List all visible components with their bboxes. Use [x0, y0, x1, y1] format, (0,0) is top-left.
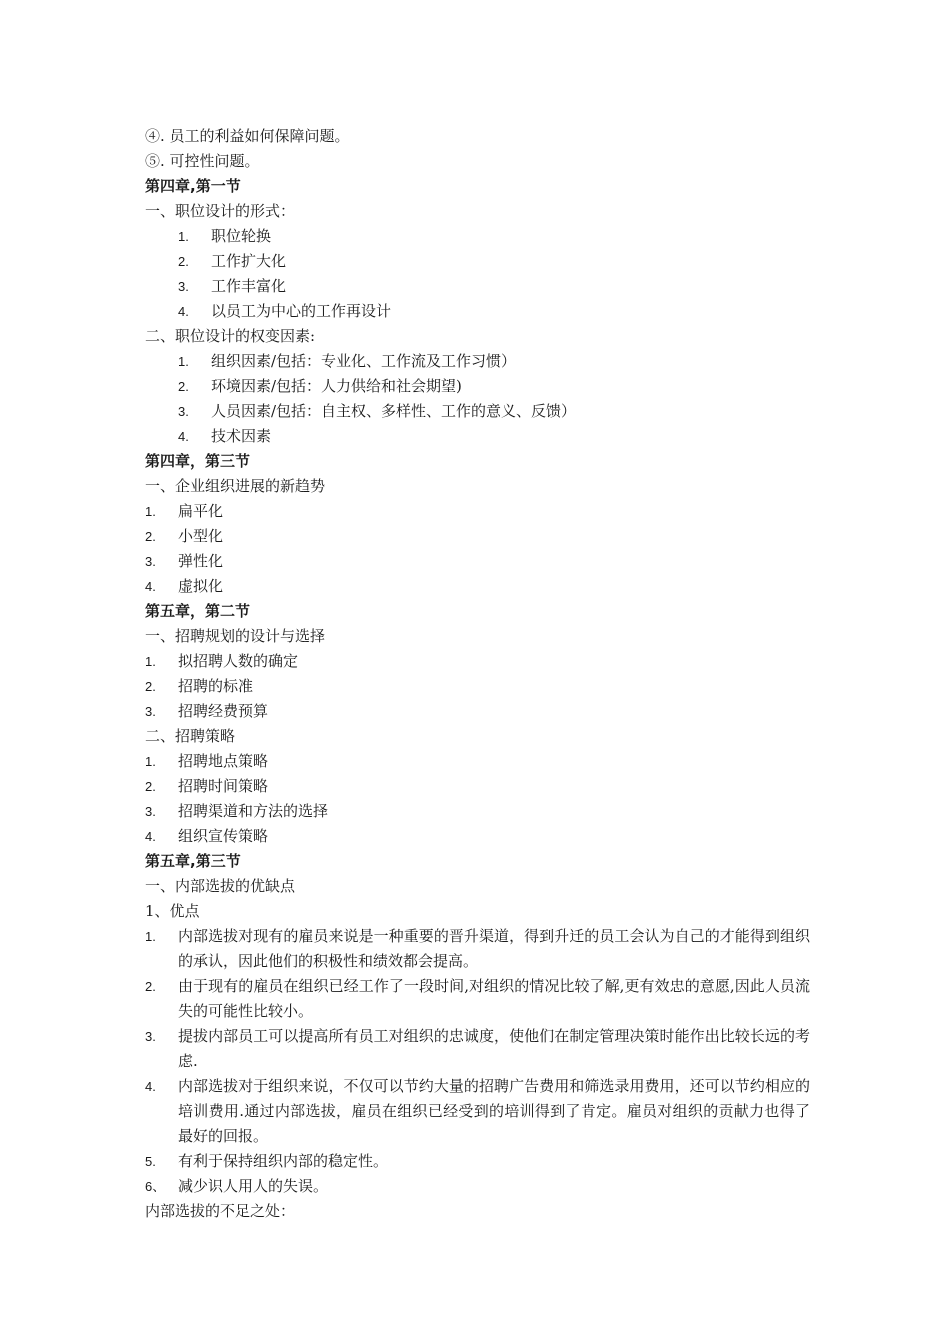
section-heading: 一、职位设计的形式： [145, 202, 296, 220]
list-paragraph: 提拔内部员工可以提高所有员工对组织的忠诚度，使他们在制定管理决策时能作出比较长远的考虑. [178, 1027, 810, 1070]
list-number: 3. [145, 704, 156, 719]
list-item: 虚拟化 [178, 577, 224, 595]
list-number: 3. [145, 804, 156, 819]
list-number: 3. [178, 404, 189, 419]
list-item: 小型化 [178, 527, 224, 545]
sub-heading: 1、优点 [145, 902, 200, 920]
list-item: 职位轮换 [211, 227, 272, 245]
section-heading: 二、招聘策略 [145, 727, 236, 745]
list-item: 人员因素/包括：自主权、多样性、工作的意义、反馈） [211, 402, 577, 420]
list-item: 招聘渠道和方法的选择 [178, 802, 329, 820]
list-item: 招聘的标准 [178, 677, 254, 695]
list-number: 1. [145, 754, 156, 769]
list-number: 2. [178, 379, 189, 394]
list-paragraph: 内部选拔对现有的雇员来说是一种重要的晋升渠道，得到升迁的员工会认为自己的才能得到组织的承认，因此他们的积极性和绩效都会提高。 [178, 927, 810, 970]
list-number: 1. [178, 229, 189, 244]
list-paragraph: 减少识人用人的失误。 [178, 1177, 329, 1195]
list-number: 2. [145, 779, 156, 794]
list-paragraph: 由于现有的雇员在组织已经工作了一段时间,对组织的情况比较了解,更有效忠的意愿,因此人员流失的可能性比较小。 [178, 977, 810, 1020]
section-heading: 一、内部选拔的优缺点 [145, 877, 296, 895]
list-item: 环境因素/包括：人力供给和社会期望) [211, 377, 462, 395]
list-item: 以员工为中心的工作再设计 [211, 302, 392, 320]
list-item: 工作丰富化 [211, 277, 287, 295]
section-heading: 一、企业组织进展的新趋势 [145, 477, 326, 495]
list-item: 招聘经费预算 [178, 702, 269, 720]
list-number: 1. [178, 354, 189, 369]
list-item: 拟招聘人数的确定 [178, 652, 299, 670]
chapter-heading: 第五章，第二节 [145, 602, 251, 620]
chapter-heading: 第五章,第三节 [145, 852, 241, 870]
list-number: 2. [145, 979, 156, 994]
sub-heading: 内部选拔的不足之处： [145, 1202, 296, 1220]
list-number: 3. [178, 279, 189, 294]
section-heading: 二、职位设计的权变因素: [145, 327, 316, 345]
list-number: 1. [145, 929, 156, 944]
list-item: 扁平化 [178, 502, 224, 520]
list-number: 2. [145, 529, 156, 544]
list-number: 1. [145, 654, 156, 669]
list-number: 4. [178, 429, 189, 444]
list-number: 3. [145, 1029, 156, 1044]
list-number: 4. [145, 579, 156, 594]
list-item: 组织宣传策略 [178, 827, 269, 845]
list-item: 招聘时间策略 [178, 777, 269, 795]
text-line: ④. 员工的利益如何保障问题。 [145, 127, 350, 145]
list-item: 弹性化 [178, 552, 224, 570]
list-paragraph: 有利于保持组织内部的稳定性。 [178, 1152, 389, 1170]
list-item: 工作扩大化 [211, 252, 287, 270]
list-number: 6、 [145, 1179, 166, 1194]
text-line: ⑤. 可控性问题。 [145, 152, 260, 170]
list-number: 2. [178, 254, 189, 269]
section-heading: 一、招聘规划的设计与选择 [145, 627, 326, 645]
chapter-heading: 第四章，第三节 [145, 452, 251, 470]
list-number: 4. [178, 304, 189, 319]
list-item: 招聘地点策略 [178, 752, 269, 770]
list-paragraph: 内部选拔对于组织来说，不仅可以节约大量的招聘广告费用和筛选录用费用，还可以节约相应的培训费用.通过内部选拔，雇员在组织已经受到的培训得到了肯定。雇员对组织的贡献力也得了最好的回报。 [178, 1077, 810, 1145]
list-item: 技术因素 [211, 427, 272, 445]
list-number: 2. [145, 679, 156, 694]
list-number: 4. [145, 1079, 156, 1094]
list-number: 3. [145, 554, 156, 569]
chapter-heading: 第四章,第一节 [145, 177, 241, 195]
list-number: 5. [145, 1154, 156, 1169]
list-number: 1. [145, 504, 156, 519]
list-number: 4. [145, 829, 156, 844]
list-item: 组织因素/包括：专业化、工作流及工作习惯） [211, 352, 517, 370]
